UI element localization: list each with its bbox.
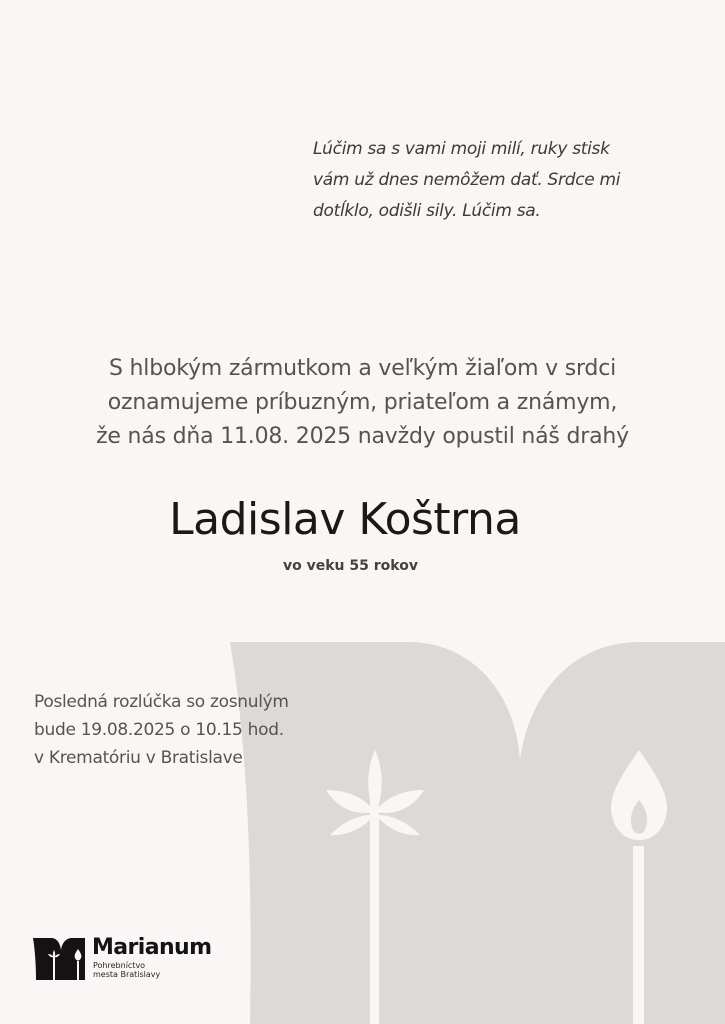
marianum-logo (33, 934, 253, 984)
deceased-age: vo veku 55 rokov (283, 558, 418, 574)
quote-line: dotĺklo, odišli sily. Lúčim sa. (313, 201, 541, 221)
announcement-line: oznamujeme príbuzným, priateľom a známym, (107, 390, 618, 415)
ceremony-line: Posledná rozlúčka so zosnulým (34, 692, 289, 712)
announcement-line: že nás dňa 11.08. 2025 navždy opustil náš drahý (96, 424, 629, 449)
deceased-name: Ladislav Koštrna (169, 494, 521, 545)
farewell-quote (313, 134, 643, 227)
death-announcement (40, 352, 685, 454)
announcement-line: S hlbokým zármutkom a veľkým žiaľom v srdci (108, 356, 617, 381)
logo-subtitle-line: Pohrebníctvo (93, 961, 146, 970)
logo-name: Marianum (92, 935, 212, 960)
logo-subtitle-line: mesta Bratislavy (93, 970, 161, 979)
logo-subtitle (93, 961, 160, 979)
ceremony-details (34, 688, 374, 772)
marianum-logo-icon (33, 936, 85, 980)
quote-line: Lúčim sa s vami moji milí, ruky stisk (313, 139, 610, 159)
quote-line: vám už dnes nemôžem dať. Srdce mi (313, 170, 621, 190)
ceremony-line: bude 19.08.2025 o 10.15 hod. (34, 720, 284, 740)
ceremony-line: v Krematóriu v Bratislave (34, 748, 243, 768)
